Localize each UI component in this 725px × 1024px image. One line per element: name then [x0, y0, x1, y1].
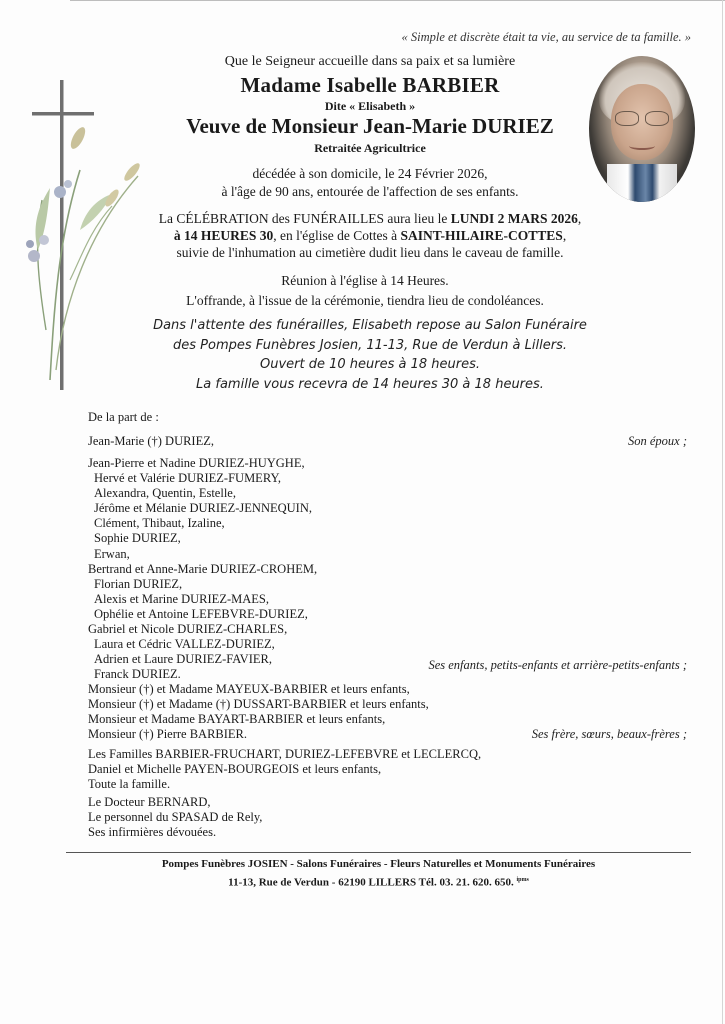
list-item: Adrien et Laure DURIEZ-FAVIER, [94, 652, 272, 667]
visitation-line: des Pompes Funèbres Josien, 11-13, Rue de Verdun à Lillers. [173, 337, 567, 353]
celebration-line: à 14 HEURES 30, en l'église de Cottes à SAINT-HILAIRE-COTTES, [173, 228, 567, 243]
list-item: Le Docteur BERNARD, [88, 795, 211, 809]
from-label: De la part de : [88, 410, 159, 424]
footer [66, 856, 691, 891]
death-line: décédée à son domicile, le 24 Février 2026, [252, 166, 488, 181]
siblings-list [88, 682, 429, 742]
children-list [88, 456, 317, 682]
deceased-name: Madame Isabelle BARBIER [240, 73, 500, 97]
gathering-notice [125, 271, 605, 311]
list-item: Hervé et Valérie DURIEZ-FUMERY, [94, 471, 282, 486]
list-item: Sophie DURIEZ, [94, 531, 181, 546]
death-notice [150, 165, 590, 201]
celebration-notice [130, 210, 610, 261]
celebration-line: La CÉLÉBRATION des FUNÉRAILLES aura lieu le LUNDI 2 MARS 2026, [158, 211, 582, 226]
footer-line-2: 11-13, Rue de Verdun - 62190 LILLERS Tél. 03. 21. 620. 650. $^{ipms}$ [228, 876, 529, 889]
list-item: Jérôme et Mélanie DURIEZ-JENNEQUIN, [94, 501, 312, 516]
visitation-line: Dans l'attente des funérailles, Elisabeth repose au Salon Funéraire [153, 318, 587, 333]
list-item: Le personnel du SPASAD de Rely, [88, 810, 263, 825]
burial-line: suivie de l'inhumation au cimetière dudit lieu dans le caveau de famille. [176, 245, 564, 260]
death-line: à l'âge de 90 ans, entourée de l'affection de ses enfants. [221, 184, 519, 199]
intro-line: Que le Seigneur accueille dans sa paix et sa lumière [224, 54, 516, 69]
list-item: Laura et Cédric VALLEZ-DURIEZ, [94, 637, 275, 652]
spouse-role: Son époux ; [627, 434, 687, 448]
list-item: Monsieur (†) et Madame MAYEUX-BARBIER et leurs enfants, [88, 682, 410, 696]
celebration-date: LUNDI 2 MARS 2026 [450, 211, 578, 226]
caregivers-list [88, 795, 262, 840]
celebration-time: à 14 HEURES 30 [173, 228, 274, 243]
visitation-line: La famille vous recevra de 14 heures 30 à 18 heures. [196, 376, 544, 392]
visitation-line: Ouvert de 10 heures à 18 heures. [259, 357, 481, 372]
list-item: Monsieur (†) Pierre BARBIER. [88, 727, 248, 742]
families-list [88, 747, 481, 792]
list-item: Florian DURIEZ, [94, 576, 183, 591]
spouse-name: Jean-Marie (†) DURIEZ, [88, 434, 214, 448]
printer-mark: ipms [516, 877, 529, 883]
nickname: Dite « Elisabeth » [324, 99, 416, 113]
list-item: Clément, Thibaut, Izaline, [94, 516, 225, 531]
list-item: Monsieur (†) et Madame (†) DUSSART-BARBIER et leurs enfants, [88, 697, 429, 712]
list-item: Gabriel et Nicole DURIEZ-CHARLES, [88, 622, 288, 637]
siblings-role: Ses frère, sœurs, beaux-frères ; [531, 727, 687, 741]
epigraph: « Simple et discrète était ta vie, au service de ta famille. » [401, 30, 691, 44]
list-item: Daniel et Michelle PAYEN-BOURGEOIS et leurs enfants, [88, 762, 382, 777]
right-edge [722, 0, 723, 1024]
widow-of: Veuve de Monsieur Jean-Marie DURIEZ [186, 114, 554, 138]
footer-line-1: Pompes Funèbres JOSIEN - Salons Funéraires - Fleurs Naturelles et Monuments Funéraires [161, 858, 596, 870]
list-item: Monsieur et Madame BAYART-BARBIER et leurs enfants, [88, 712, 386, 727]
list-item: Ophélie et Antoine LEFEBVRE-DURIEZ, [94, 606, 308, 621]
children-role: Ses enfants, petits-enfants et arrière-petits-enfants ; [428, 658, 687, 672]
list-item: Jean-Pierre et Nadine DURIEZ-HUYGHE, [88, 456, 305, 470]
portrait-photo [589, 56, 695, 202]
visitation-notice [120, 316, 620, 394]
footer-divider [66, 852, 691, 853]
offering-line: L'offrande, à l'issue de la cérémonie, tiendra lieu de condoléances. [186, 293, 544, 308]
list-item: Les Familles BARBIER-FRUCHART, DURIEZ-LEFEBVRE et LECLERCQ, [88, 747, 482, 761]
top-edge [70, 0, 725, 1]
list-item: Erwan, [94, 546, 130, 561]
list-item: Franck DURIEZ. [94, 667, 181, 682]
gathering-line: Réunion à l'église à 14 Heures. [281, 273, 449, 288]
list-item: Bertrand et Anne-Marie DURIEZ-CROHEM, [88, 561, 318, 576]
list-item: Ses infirmières dévouées. [88, 825, 217, 840]
list-item: Toute la famille. [88, 777, 171, 792]
list-item: Alexis et Marine DURIEZ-MAES, [94, 591, 269, 606]
list-item: Alexandra, Quentin, Estelle, [94, 486, 236, 501]
occupation: Retraitée Agricultrice [314, 141, 426, 155]
celebration-place: SAINT-HILAIRE-COTTES [400, 228, 563, 243]
